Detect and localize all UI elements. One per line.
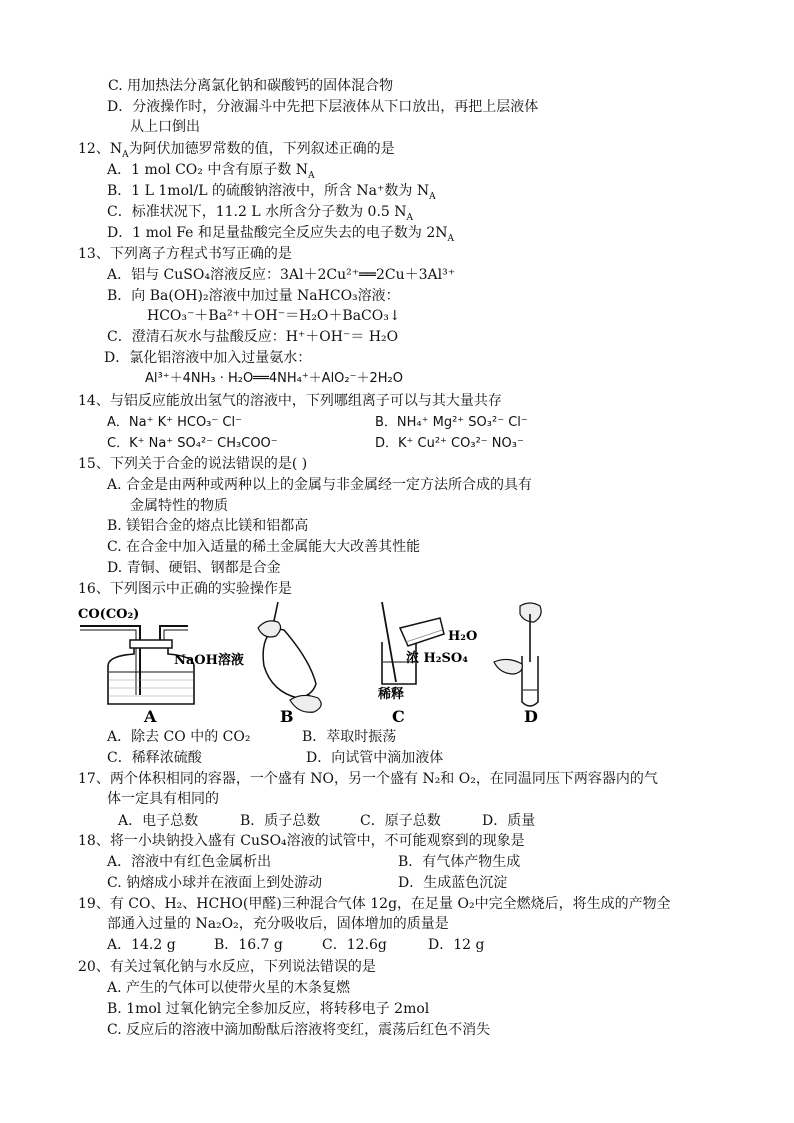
q17-option-b: B．质子总数: [240, 813, 321, 829]
q18-option-c: C. 钠熔成小球并在液面上到处游动: [107, 875, 323, 891]
q15-option-a-line2: 金属特性的物质: [130, 498, 228, 514]
q18-option-a: A．溶液中有红色金属析出: [107, 854, 272, 870]
q13-stem: 13、下列离子方程式书写正确的是: [78, 246, 292, 262]
q17-option-d: D．质量: [482, 813, 536, 829]
q12-option-c: C．标准状况下，11.2 L 水所含分子数为 0.5 $N_A$: [107, 204, 413, 223]
q12-option-b: B．1 L 1mol/L 的硫酸钠溶液中，所含 Na⁺数为 $N_A$: [107, 183, 436, 202]
q13-option-b-line1: B．向 Ba(OH)₂溶液中加过量 NaHCO₃溶液：: [107, 288, 400, 304]
q19-option-a: A．14.2 g: [107, 937, 176, 953]
q16-fig-c-acid-label: 浓 H₂SO₄: [406, 651, 468, 666]
q16-option-d: D．向试管中滴加液体: [306, 750, 444, 766]
q17-stem-line1: 17、两个体积相同的容器，一个盛有 NO，另一个盛有 N₂和 O₂，在同温同压下两容器内的气: [78, 771, 658, 787]
q19-option-d: D．12 g: [428, 937, 485, 953]
q11-option-d-line1: D．分液操作时，分液漏斗中先把下层液体从下口放出，再把上层液体: [107, 99, 539, 115]
q16-option-a: A．除去 CO 中的 CO₂: [107, 729, 251, 745]
q15-option-c: C. 在合金中加入适量的稀土金属能大大改善其性能: [107, 539, 421, 555]
q12-stem: 12、$N_A$为阿伏加德罗常数的值，下列叙述正确的是: [78, 141, 395, 160]
q16-figure-a-wash-bottle: [78, 600, 258, 725]
q16-figure-c-dilution: [370, 600, 490, 725]
q17-option-c: C．原子总数: [360, 813, 441, 829]
q16-fig-b-letter: B: [280, 707, 294, 725]
q18-option-b: B．有气体产物生成: [398, 854, 521, 870]
q19-option-c: C．12.6g: [322, 937, 387, 953]
q16-figure-b-separatory-funnel: [250, 600, 330, 725]
q16-fig-c-water-label: H₂O: [448, 629, 478, 644]
q19-stem-line2: 部通入过量的 Na₂O₂，充分吸收后，固体增加的质量是: [107, 916, 449, 932]
q14-stem: 14、与铝反应能放出氢气的溶液中，下列哪组离子可以与其大量共存: [78, 393, 502, 409]
q19-option-b: B．16.7 g: [214, 937, 283, 953]
q16-stem: 16、下列图示中正确的实验操作是: [78, 581, 292, 597]
q13-option-a: A．铝与 CuSO₄溶液反应：3Al＋2Cu²⁺══2Cu＋3Al³⁺: [107, 267, 456, 283]
q15-option-a-line1: A. 合金是由两种或两种以上的金属与非金属经一定方法所合成的具有: [107, 477, 533, 493]
q16-fig-d-letter: D: [524, 707, 538, 725]
q13-option-c: C．澄清石灰水与盐酸反应：H⁺＋OH⁻＝ H₂O: [107, 329, 399, 345]
q16-option-c: C．稀释浓硫酸: [107, 750, 202, 766]
q14-option-d: D．K⁺ Cu²⁺ CO₃²⁻ NO₃⁻: [375, 436, 524, 451]
q15-option-d: D. 青铜、硬铝、钢都是合金: [107, 560, 281, 576]
q15-option-b: B. 镁铝合金的熔点比镁和铝都高: [107, 518, 309, 534]
q11-option-c: C. 用加热法分离氯化钠和碳酸钙的固体混合物: [108, 78, 394, 94]
q16-fig-a-reagent-label: NaOH溶液: [174, 653, 244, 668]
q16-fig-c-dilute-label: 稀释: [378, 687, 405, 702]
q20-option-c: C. 反应后的溶液中滴加酚酞后溶液将变红，震荡后红色不消失: [107, 1022, 491, 1038]
q20-option-b: B. 1mol 过氧化钠完全参加反应，将转移电子 2mol: [107, 1001, 430, 1017]
q16-option-b: B．萃取时振荡: [302, 729, 397, 745]
q17-stem-line2: 体一定具有相同的: [107, 791, 219, 807]
q11-option-d-line2: 从上口倒出: [130, 119, 200, 135]
q14-option-c: C．K⁺ Na⁺ SO₄²⁻ CH₃COO⁻: [107, 436, 278, 451]
q18-stem: 18、将一小块钠投入盛有 CuSO₄溶液的试管中，不可能观察到的现象是: [78, 833, 525, 849]
q14-option-a: A．Na⁺ K⁺ HCO₃⁻ Cl⁻: [107, 415, 242, 430]
q13-option-d-line2: Al³⁺＋4NH₃ · H₂O══4NH₄⁺＋AlO₂⁻＋2H₂O: [145, 371, 403, 386]
q12-option-d: D．1 mol Fe 和足量盐酸完全反应失去的电子数为 $2N_A$: [107, 225, 455, 244]
q20-option-a: A. 产生的气体可以使带火星的木条复燃: [107, 980, 351, 996]
q18-option-d: D．生成蓝色沉淀: [398, 875, 508, 891]
q14-option-b: B．NH₄⁺ Mg²⁺ SO₃²⁻ Cl⁻: [375, 415, 528, 430]
q16-fig-a-letter: A: [144, 707, 157, 725]
q19-stem-line1: 19、有 CO、H₂、HCHO(甲醛)三种混合气体 12g，在足量 O₂中完全燃烧后，将生成的产物全: [78, 896, 671, 912]
q13-option-b-line2: HCO₃⁻＋Ba²⁺＋OH⁻＝H₂O＋BaCO₃↓: [147, 308, 401, 324]
q20-stem: 20、有关过氧化钠与水反应，下列说法错误的是: [78, 959, 376, 975]
q16-figure-d-dropper: [490, 600, 580, 725]
q12-option-a: A．1 mol CO₂ 中含有原子数 $N_A$: [107, 162, 315, 181]
q16-fig-a-gas-label: CO(CO₂): [78, 607, 140, 622]
q16-fig-c-letter: C: [392, 707, 405, 725]
q17-option-a: A．电子总数: [118, 813, 199, 829]
q13-option-d-line1: D．氯化铝溶液中加入过量氨水：: [104, 350, 312, 366]
q15-stem: 15、下列关于合金的说法错误的是( ): [78, 456, 308, 472]
